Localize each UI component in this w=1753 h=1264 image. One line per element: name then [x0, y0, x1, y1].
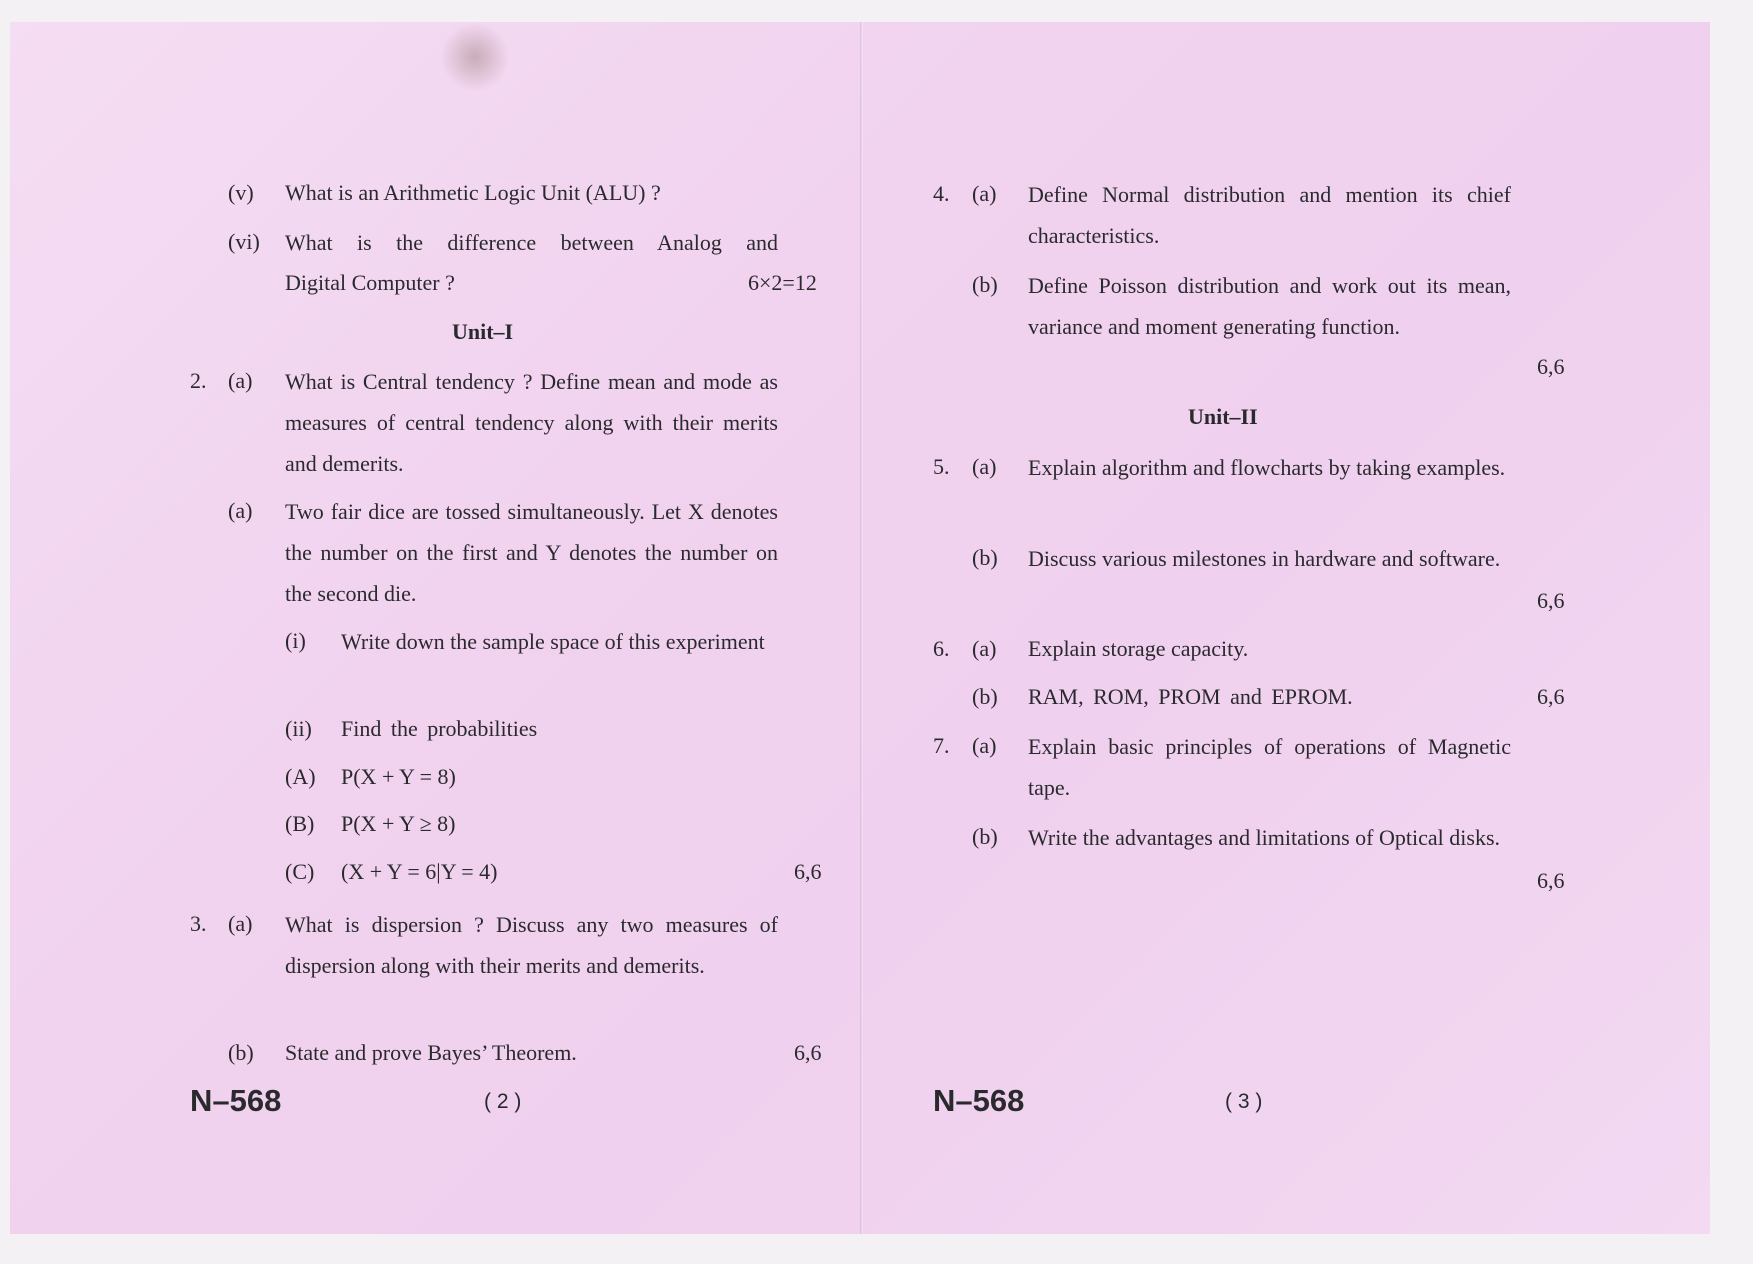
q2-a-text: What is Central tendency ? Define mean and mode as measures of central tendency along with their merits and demerits. [285, 369, 778, 476]
paper-code: N–568 [933, 1083, 1025, 1118]
q2-A-text: P(X + Y = 8) [341, 764, 456, 789]
q5-marks: 6,6 [1537, 588, 1565, 613]
q6-a-text: Explain storage capacity. [1028, 636, 1249, 661]
q7-b-label: (b) [972, 824, 998, 849]
q4-b-label: (b) [972, 272, 998, 297]
paper-code: N–568 [190, 1083, 282, 1118]
q5-number: 5. [933, 454, 950, 479]
q1-vi-line2: Digital Computer ? [285, 270, 455, 295]
q7-b-text: Write the advantages and limitations of Optical disks. [1028, 825, 1501, 850]
q6-b-text: RAM, ROM, PROM and EPROM. [1028, 684, 1353, 709]
q7-a-text: Explain basic principles of operations of Magnetic tape. [1028, 734, 1511, 800]
q4-a-label: (a) [972, 181, 997, 206]
q1-vi-label: (vi) [228, 229, 260, 254]
q7-marks: 6,6 [1537, 868, 1565, 893]
q2-C-label: (C) [285, 859, 315, 884]
q6-b-label: (b) [972, 684, 998, 709]
q7-a-label: (a) [972, 733, 997, 758]
q5-b-text: Discuss various milestones in hardware and software. [1028, 546, 1501, 571]
q3-a-label: (a) [228, 911, 253, 936]
q4-marks: 6,6 [1537, 354, 1565, 379]
q2-B-text: P(X + Y ≥ 8) [341, 811, 456, 836]
q1-v-text: What is an Arithmetic Logic Unit (ALU) ? [285, 180, 661, 205]
q6-a-label: (a) [972, 636, 997, 661]
q2-B-label: (B) [285, 811, 315, 836]
q3-marks: 6,6 [794, 1040, 822, 1065]
q6-number: 6. [933, 636, 950, 661]
page-number: ( 2 ) [484, 1090, 522, 1113]
q2-i-text: Write down the sample space of this experiment [341, 629, 765, 654]
q5-a-label: (a) [972, 454, 997, 479]
q4-number: 4. [933, 181, 950, 206]
q1-marks: 6×2=12 [748, 270, 817, 295]
q2-C-text: (X + Y = 6|Y = 4) [341, 859, 498, 884]
q2-marks: 6,6 [794, 859, 822, 884]
q7-number: 7. [933, 733, 950, 758]
q1-v-label: (v) [228, 180, 254, 205]
q2-a-label: (a) [228, 368, 253, 393]
q3-a-text: What is dispersion ? Discuss any two measures of dispersion along with their merits and demerits. [285, 912, 778, 978]
q5-a-text: Explain algorithm and flowcharts by taking examples. [1028, 455, 1506, 480]
q4-a-text: Define Normal distribution and mention its chief characteristics. [1028, 182, 1511, 248]
q2-a2-text: Two fair dice are tossed simultaneously. Let X denotes the number on the first and Y denotes the number on the second die. [285, 499, 778, 606]
q2-ii-label: (ii) [285, 716, 312, 741]
q2-a2-label: (a) [228, 498, 253, 523]
page-number: ( 3 ) [1225, 1090, 1263, 1113]
q2-A-label: (A) [285, 764, 316, 789]
page-fold [860, 22, 863, 1234]
q2-number: 2. [190, 368, 207, 393]
q5-b-label: (b) [972, 545, 998, 570]
q2-i-label: (i) [285, 628, 306, 653]
paper-smudge [440, 22, 510, 92]
q3-b-label: (b) [228, 1040, 254, 1065]
q6-marks: 6,6 [1537, 684, 1565, 709]
q4-b-text: Define Poisson distribution and work out its mean, variance and moment generating function. [1028, 273, 1511, 339]
unit-ii-heading: Unit–II [1188, 404, 1258, 429]
q3-b-text: State and prove Bayes’ Theorem. [285, 1040, 577, 1065]
q2-ii-text: Find the probabilities [341, 716, 538, 741]
unit-i-heading: Unit–I [452, 319, 514, 344]
q3-number: 3. [190, 911, 207, 936]
q1-vi-line1: What is the difference between Analog and [285, 230, 778, 255]
